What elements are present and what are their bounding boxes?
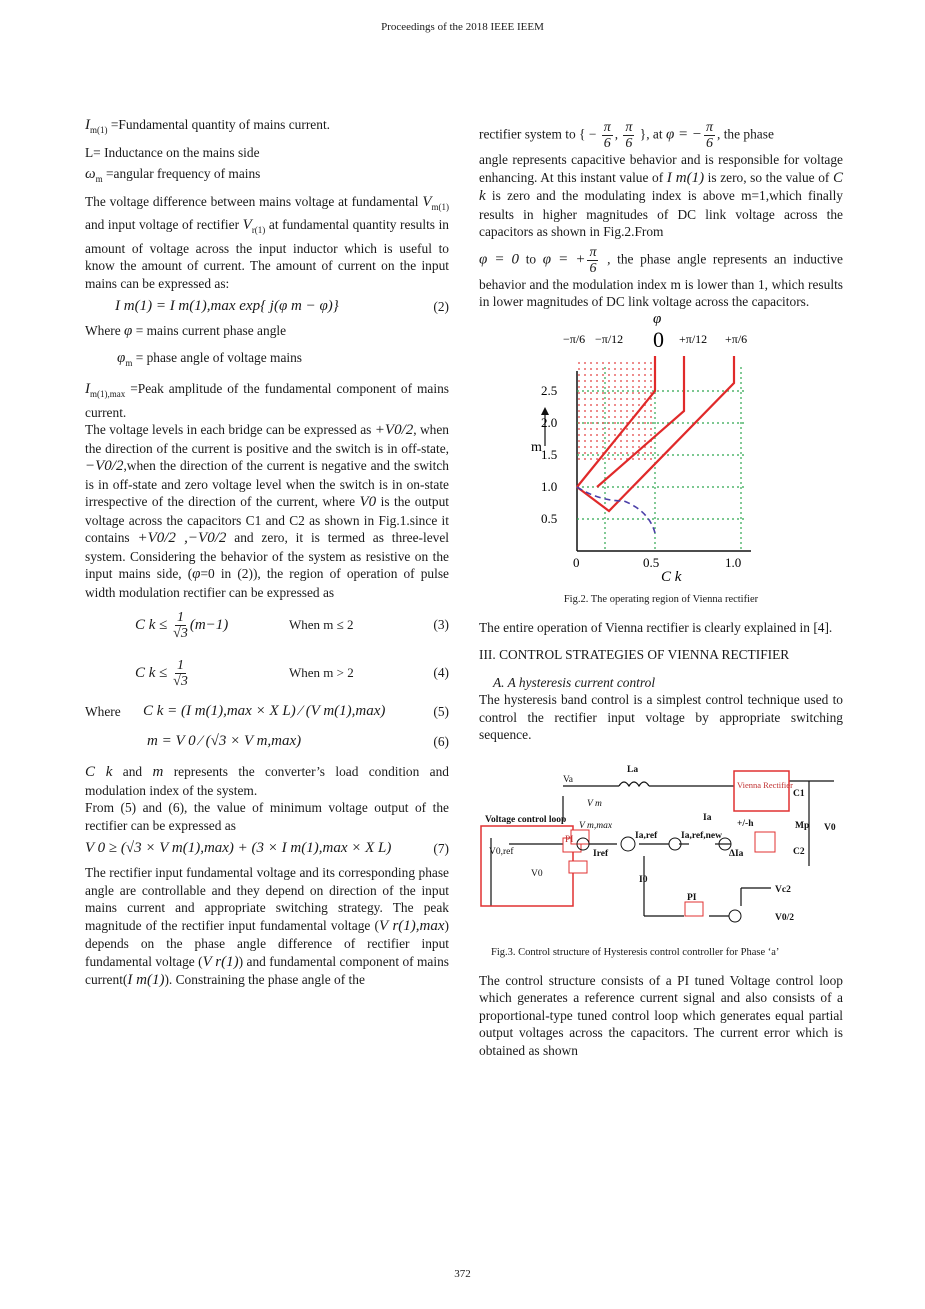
fig2-region-dot (614, 416, 616, 418)
fig2-region-dot (632, 398, 634, 400)
fig2-region-dot (614, 404, 616, 406)
fig2-region-dot (584, 362, 586, 364)
fig3-label: Ia (703, 812, 712, 823)
fig2-region-dot (614, 374, 616, 376)
fig3-control-structure (479, 756, 843, 936)
fig2-region-dot (614, 410, 616, 412)
fig2-region-dot (596, 410, 598, 412)
fig2-region-dot (650, 386, 652, 388)
fig2-region-dot (644, 374, 646, 376)
paragraph-phase-constraint: rectifier system to { − $\frac{\pi}{6}$ , $\frac{\pi}{6}$ }, at φ = − $\frac{\pi}{6}$ , the phase (479, 120, 774, 151)
fig2-boundary-curve (577, 487, 655, 533)
fig2-region-dot (608, 416, 610, 418)
fig3-label: Va (563, 774, 574, 785)
fig2-region-dot (602, 404, 604, 406)
fig2-region-dot (632, 434, 634, 436)
fig2-region-dot (590, 386, 592, 388)
fig2-region-dot (614, 428, 616, 430)
fig2-region-dot (632, 368, 634, 370)
fig2-region-dot (608, 434, 610, 436)
fig2-region-dot (584, 440, 586, 442)
fig2-region-dot (638, 458, 640, 460)
fig2-region-dot (590, 428, 592, 430)
paragraph-control-structure: The control structure consists of a PI tuned Voltage control loop which generates a reference current signal and also consists of a proportional-type tuned control loop which generates equal partial output voltages across the capacitors. The current error which is obtained as shown (479, 972, 843, 1058)
fig2-region-dot (578, 392, 580, 394)
fig2-region-dot (590, 410, 592, 412)
fig3-label: C1 (793, 788, 805, 799)
fig2-region-dot (644, 410, 646, 412)
fig2-region-dot (602, 428, 604, 430)
fig2-region-dot (596, 416, 598, 418)
fig2-capacitive-region (578, 362, 652, 460)
fig2-region-dot (596, 374, 598, 376)
fig2-region-dot (620, 392, 622, 394)
fig3-label: V0 (824, 822, 836, 833)
fig2-region-dot (632, 458, 634, 460)
fig2-region-dot (614, 398, 616, 400)
fig2-region-dot (578, 380, 580, 382)
fig2-region-dot (626, 386, 628, 388)
fig2-region-dot (650, 422, 652, 424)
section-heading: III. CONTROL STRATEGIES OF VIENNA RECTIFIER (479, 647, 790, 662)
fig3-label: PI (565, 834, 574, 845)
fig2-region-dot (584, 458, 586, 460)
equation-6: m = V 0 ⁄ (√3 × V m,max) (6) (147, 733, 449, 750)
fig2-region-dot (632, 422, 634, 424)
fig2-region-dot (608, 410, 610, 412)
definition-peak-amplitude: $I_{m(1),max}$ =Peak amplitude of the fundamental component of mains current. (85, 381, 449, 420)
fig2-region-dot (632, 404, 634, 406)
fig3-mult-node (621, 837, 635, 851)
fig2-region-dot (614, 368, 616, 370)
paragraph-capacitive: angle represents capacitive behavior and is responsible for voltage enhancing. At this instant value of I m(1) is zero, so the value of C k is zero and the modulating index is above m=1,which finally results in higher magnitudes of DC link voltage across the capacitors as shown in Fig.2.From (479, 152, 843, 239)
fig2-region-dot (620, 380, 622, 382)
fig2-region-dot (620, 452, 622, 454)
fig2-region-dot (638, 416, 640, 418)
fig2-region-dot (632, 362, 634, 364)
fig2-region-dot (608, 452, 610, 454)
fig2-region-dot (590, 416, 592, 418)
fig2-region-dot (596, 434, 598, 436)
fig2-region-dot (596, 368, 598, 370)
fig2-region-dot (614, 434, 616, 436)
fig2-region-dot (596, 422, 598, 424)
fig2-region-dot (638, 452, 640, 454)
fig3-label: I0 (639, 874, 648, 885)
fig2-region-dot (644, 386, 646, 388)
fig2-region-dot (626, 374, 628, 376)
fig2-region-dot (626, 392, 628, 394)
fig2-region-dot (602, 422, 604, 424)
fig2-region-dot (620, 398, 622, 400)
fig2-region-dot (632, 440, 634, 442)
equation-3: C k ≤ $\frac{1}{√3}$ (m−1) When m ≤ 2 (3) (135, 609, 449, 641)
fig2-region-dot (620, 374, 622, 376)
fig2-x-label: C k (661, 568, 682, 583)
definition-inductance: L= Inductance on the mains side (85, 144, 260, 160)
fig2-y-arrow-head (541, 407, 549, 415)
fig2-region-dot (644, 362, 646, 364)
equation-5: Where C k = (I m(1),max × X L) ⁄ (V m(1),max) (5) (85, 703, 449, 720)
fig2-caption: Fig.2. The operating region of Vienna rectifier (563, 594, 759, 605)
fig2-region-dot (644, 368, 646, 370)
fig2-region-dot (644, 440, 646, 442)
fig2-region-dot (608, 422, 610, 424)
fig2-region-dot (620, 368, 622, 370)
fig2-region-dot (584, 386, 586, 388)
fig2-region-dot (620, 458, 622, 460)
fig2-top-label: −π/6 (563, 331, 586, 346)
fig2-region-dot (578, 374, 580, 376)
paragraph-load-condition: C k and m represents the converter’s load condition and modulation index of the system. (85, 764, 450, 798)
fig2-region-dot (590, 422, 592, 424)
fig2-x-tick: 0 (573, 554, 580, 570)
fig3-divider (569, 861, 587, 873)
fig2-operating-region (479, 311, 843, 583)
fig2-region-dot (650, 434, 652, 436)
fig2-region-dot (578, 452, 580, 454)
fig2-phi-label: φ (653, 310, 662, 327)
fig2-region-dot (596, 404, 598, 406)
fig2-region-dot (596, 440, 598, 442)
fig2-region-dot (584, 410, 586, 412)
fig2-region-dot (620, 362, 622, 364)
fig2-region-dot (602, 368, 604, 370)
fig2-region-dot (644, 422, 646, 424)
fig2-region-dot (584, 368, 586, 370)
fig2-region-dot (590, 404, 592, 406)
fig3-label: Mp (795, 820, 810, 831)
fig2-region-dot (602, 398, 604, 400)
fig2-region-dot (650, 446, 652, 448)
fig2-region-dot (650, 458, 652, 460)
fig2-region-dot (620, 440, 622, 442)
fig2-region-dot (602, 440, 604, 442)
fig2-region-dot (620, 410, 622, 412)
fig2-region-dot (584, 446, 586, 448)
fig2-region-dot (578, 446, 580, 448)
fig2-x-tick: 1.0 (725, 554, 742, 570)
fig2-region-dot (632, 410, 634, 412)
fig2-region-dot (608, 368, 610, 370)
fig2-region-dot (578, 398, 580, 400)
fig2-top-label: +π/12 (679, 331, 708, 346)
paragraph-rectifier-input: The rectifier input fundamental voltage and its corresponding phase angle are controllable and they depend on direction of the input mains current and appropriate switching strategy. The peak magnitude of the rectifier input fundamental voltage (V r(1),max) depends on the phase angle difference of rectifier input fundamental voltage (V r(1)) and fundamental component of mains current(I m(1)). Constraining the phase angle of the (85, 865, 449, 988)
fig3-label: V m,max (579, 820, 613, 831)
fig2-x-tick: 0.5 (643, 554, 660, 570)
fig2-region-dot (602, 434, 604, 436)
fig2-region-dot (578, 458, 580, 460)
paragraph-minimum-voltage: From (5) and (6), the value of minimum voltage output of the rectifier can be expressed as (85, 800, 449, 833)
fig2-region-dot (578, 410, 580, 412)
fig2-region-dot (608, 404, 610, 406)
fig2-region-dot (602, 458, 604, 460)
fig3-label: Ia,ref,new (681, 830, 722, 841)
fig2-region-dot (632, 392, 634, 394)
fig2-region-dot (632, 374, 634, 376)
fig2-region-dot (608, 392, 610, 394)
fig2-region-dot (626, 362, 628, 364)
fig2-region-dot (638, 422, 640, 424)
fig2-region-dot (620, 386, 622, 388)
fig2-region-dot (590, 392, 592, 394)
fig2-region-dot (644, 416, 646, 418)
fig2-region-dot (590, 398, 592, 400)
fig2-region-dot (602, 362, 604, 364)
fig2-region-dot (626, 416, 628, 418)
fig2-region-dot (602, 392, 604, 394)
fig2-region-dot (590, 374, 592, 376)
fig2-region-dot (608, 380, 610, 382)
fig2-region-dot (614, 422, 616, 424)
fig2-region-dot (644, 398, 646, 400)
fig2-region-dot (578, 434, 580, 436)
fig3-hysteresis-block (755, 832, 775, 852)
fig2-region-dot (614, 446, 616, 448)
fig2-region-dot (644, 392, 646, 394)
fig2-y-tick: 2.0 (541, 414, 558, 430)
fig2-region-dot (632, 428, 634, 430)
fig2-region-dot (578, 404, 580, 406)
fig2-y-tick: 0.5 (541, 510, 558, 526)
fig2-y-tick: 2.5 (541, 382, 558, 398)
fig3-label: ΔIa (729, 848, 744, 859)
fig2-region-dot (626, 410, 628, 412)
fig3-box-title: Voltage control loop (485, 814, 567, 825)
fig2-region-dot (644, 428, 646, 430)
fig2-region-dot (650, 428, 652, 430)
fig2-region-dot (578, 368, 580, 370)
fig2-y-label: m (531, 439, 542, 455)
fig2-region-dot (638, 404, 640, 406)
fig2-region-dot (620, 428, 622, 430)
paragraph-inductive: φ = 0 to φ = + $\frac{\pi}{6}$ , the phase angle represents an inductive behavior and the modulation index m is lower than 1, which results in lower magnitudes of DC link voltage across the capacitors. (479, 244, 843, 309)
fig2-region-dot (614, 386, 616, 388)
fig2-y-tick: 1.5 (541, 446, 558, 462)
fig3-label: V0,ref (489, 846, 514, 857)
left-column (85, 116, 449, 990)
fig3-label: Iref (593, 848, 609, 859)
fig2-region-dot (626, 428, 628, 430)
fig2-region-dot (620, 446, 622, 448)
fig2-region-dot (638, 440, 640, 442)
equation-7: V 0 ≥ (√3 × V m(1),max) + (3 × I m(1),max × X L) (7) (85, 840, 449, 857)
fig2-region-dot (590, 458, 592, 460)
fig2-region-dot (602, 446, 604, 448)
fig2-region-dot (632, 380, 634, 382)
fig2-region-dot (596, 398, 598, 400)
fig2-region-dot (626, 440, 628, 442)
fig2-region-dot (608, 362, 610, 364)
paragraph-voltage-difference: The voltage difference between mains voltage at fundamental $V_{m(1)}$ and input voltage of rectifier $V_{r(1)}$ at fundamental quantity results in amount of voltage across the input inductor which is useful to know the amount of current. The amount of current on the input mains can be expressed as: (85, 193, 449, 291)
fig3-limiter (571, 830, 589, 844)
fig3-label: Vc2 (775, 884, 791, 895)
fig2-region-dot (638, 368, 640, 370)
fig2-region-dot (650, 362, 652, 364)
fig2-region-dot (650, 368, 652, 370)
fig2-region-dot (638, 392, 640, 394)
fig2-region-dot (596, 452, 598, 454)
fig2-region-dot (602, 386, 604, 388)
fig2-region-dot (578, 416, 580, 418)
where-phi-m: $\varphi_m$ = phase angle of voltage mains (117, 349, 303, 368)
fig2-region-dot (590, 362, 592, 364)
fig2-top-label: −π/12 (595, 331, 624, 346)
fig2-region-dot (584, 422, 586, 424)
fig2-region-dot (584, 452, 586, 454)
fig2-region-dot (596, 446, 598, 448)
fig3-rectifier-block (734, 771, 789, 811)
fig3-sum-node (729, 910, 741, 922)
right-column (479, 116, 843, 1059)
fig3-voltage-loop-box (481, 826, 573, 906)
fig2-region-dot (596, 386, 598, 388)
equation-4: C k ≤ $\frac{1}{√3}$ When m > 2 (4) (135, 657, 449, 689)
fig2-region-dot (578, 422, 580, 424)
fig2-region-dot (578, 386, 580, 388)
fig2-region-dot (578, 362, 580, 364)
fig3-label: V0 (531, 868, 543, 879)
fig2-y-tick: 1.0 (541, 478, 558, 494)
fig2-region-dot (596, 428, 598, 430)
fig2-region-dot (584, 434, 586, 436)
fig2-region-dot (584, 392, 586, 394)
fig2-region-dot (650, 416, 652, 418)
fig2-region-dot (578, 440, 580, 442)
fig2-region-dot (644, 458, 646, 460)
fig2-region-dot (614, 362, 616, 364)
fig2-region-dot (614, 380, 616, 382)
fig2-region-dot (584, 374, 586, 376)
fig3-label: PI (687, 892, 697, 903)
fig2-region-dot (602, 416, 604, 418)
fig2-region-dot (626, 434, 628, 436)
fig2-region-dot (584, 404, 586, 406)
fig2-region-dot (596, 392, 598, 394)
fig2-region-dot (596, 362, 598, 364)
fig2-region-dot (590, 452, 592, 454)
fig2-region-dot (626, 368, 628, 370)
fig2-region-dot (638, 374, 640, 376)
fig2-region-dot (578, 428, 580, 430)
fig3-label: V0/2 (775, 912, 794, 923)
fig2-region-dot (590, 380, 592, 382)
fig2-region-dot (608, 374, 610, 376)
fig2-region-dot (620, 404, 622, 406)
fig2-region-dot (584, 398, 586, 400)
fig2-region-dot (650, 452, 652, 454)
fig2-region-dot (644, 452, 646, 454)
fig2-region-dot (638, 362, 640, 364)
fig3-label: Vienna Rectifier (737, 779, 793, 790)
where-phi: Where φ = mains current phase angle (85, 323, 287, 339)
fig2-region-dot (638, 398, 640, 400)
fig2-region-dot (590, 440, 592, 442)
fig2-region-dot (590, 446, 592, 448)
fig2-region-dot (602, 410, 604, 412)
fig2-region-dot (590, 434, 592, 436)
fig2-region-dot (626, 452, 628, 454)
fig3-pi-block-2 (685, 902, 703, 916)
fig2-region-dot (632, 446, 634, 448)
fig2-region-dot (626, 398, 628, 400)
fig2-region-dot (638, 446, 640, 448)
fig2-region-dot (614, 392, 616, 394)
fig2-region-dot (650, 410, 652, 412)
page-number: 372 (454, 1268, 471, 1280)
equation-2: I m(1) = I m(1),max exp{ j(φ m − φ)} (2) (115, 298, 449, 315)
fig2-region-dot (584, 380, 586, 382)
paragraph-voltage-levels: The voltage levels in each bridge can be expressed as +V0/2, when the direction of the current is positive and the switch is in off-state, −V0/2,when the direction of the current is negative and the switch is in off-state and zero voltage level when the switch is in on-state irrespective of the direction of the current, where V0 is the output voltage across the capacitors C1 and C2 as shown in Fig.1.since it contains +V0/2 ,−V0/2 and zero, it is termed as three-level system. Considering the behavior of the system as resistive on the input mains side, (φ=0 in (2)), the region of operation of pulse width modulation rectifier can be expressed as (85, 422, 450, 600)
fig2-region-dot (644, 434, 646, 436)
fig2-region-dot (650, 380, 652, 382)
fig2-region-dot (602, 374, 604, 376)
fig2-region-dot (614, 452, 616, 454)
fig2-region-dot (584, 428, 586, 430)
fig2-region-dot (602, 380, 604, 382)
fig3-caption: Fig.3. Control structure of Hysteresis control controller for Phase ‘a’ (491, 947, 780, 958)
fig2-top-label: 0 (653, 326, 664, 352)
running-header: Proceedings of the 2018 IEEE IEEM (381, 21, 544, 33)
fig2-region-dot (626, 446, 628, 448)
fig2-region-dot (644, 380, 646, 382)
fig2-region-dot (638, 380, 640, 382)
fig2-region-dot (638, 434, 640, 436)
fig2-top-label: +π/6 (725, 331, 748, 346)
fig3-label: C2 (793, 846, 805, 857)
paragraph-reference: The entire operation of Vienna rectifier is clearly explained in [4]. (479, 619, 833, 635)
fig2-region-dot (608, 428, 610, 430)
fig2-region-dot (596, 458, 598, 460)
fig2-region-dot (608, 440, 610, 442)
fig2-region-dot (638, 386, 640, 388)
fig2-region-dot (620, 416, 622, 418)
definition-current: $I_{m(1)}$ =Fundamental quantity of mains current. (85, 117, 331, 135)
fig2-region-dot (614, 458, 616, 460)
fig2-region-dot (626, 380, 628, 382)
fig3-label: V m (587, 798, 602, 809)
fig2-region-dot (596, 380, 598, 382)
fig2-region-dot (608, 458, 610, 460)
fig2-region-dot (632, 386, 634, 388)
fig2-region-dot (584, 416, 586, 418)
fig3-label: +/-h (737, 818, 754, 829)
fig2-region-dot (620, 422, 622, 424)
fig2-region-dot (650, 374, 652, 376)
fig2-region-dot (626, 404, 628, 406)
subsection-heading: A. A hysteresis current control (493, 674, 656, 690)
paragraph-hysteresis: The hysteresis band control is a simplest control technique used to control the rectifier input voltage by appropriate switching sequence. (479, 692, 843, 742)
fig2-region-dot (590, 368, 592, 370)
fig3-label: Ia,ref (635, 830, 658, 841)
fig2-region-dot (608, 386, 610, 388)
definition-frequency: $\omega_m$ =angular frequency of mains (85, 166, 261, 184)
fig2-region-dot (638, 428, 640, 430)
fig2-region-dot (650, 404, 652, 406)
fig3-label: La (627, 764, 639, 775)
fig2-region-dot (608, 398, 610, 400)
